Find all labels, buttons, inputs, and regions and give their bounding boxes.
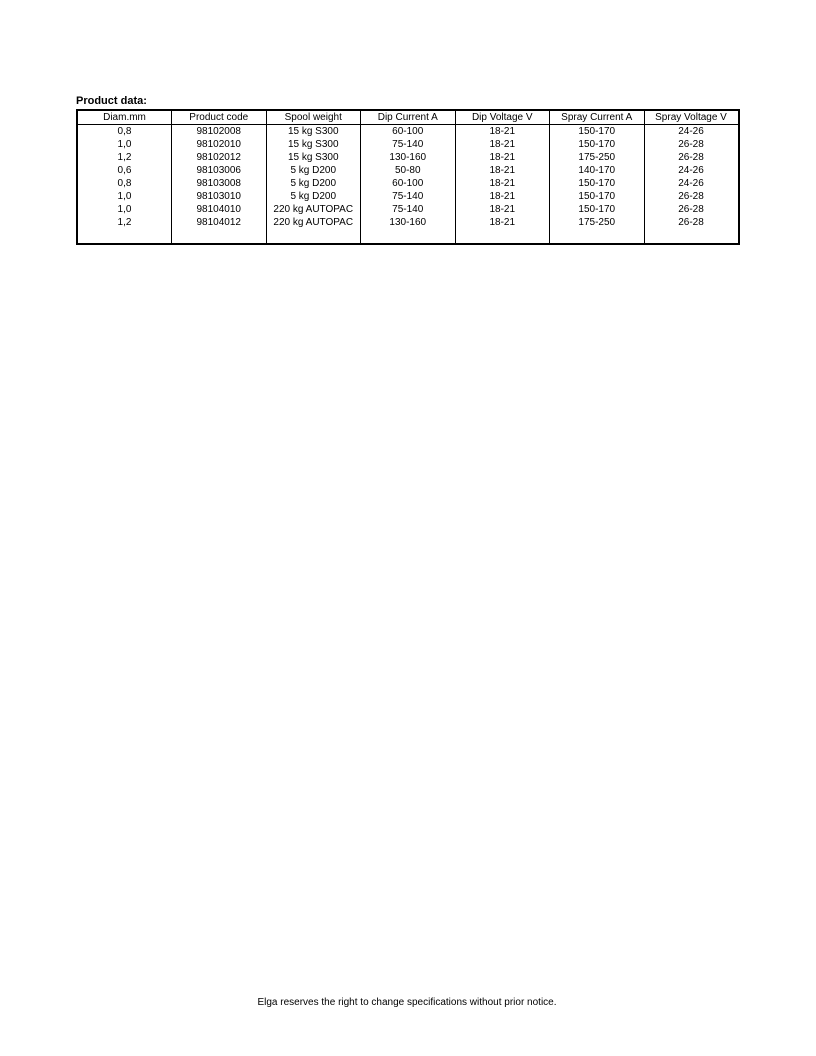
cell-spray-voltage: 24-26 [678, 178, 704, 189]
cell-diam: 0,8 [77, 125, 172, 139]
footer-note-text: Elga reserves the right to change specifications without prior notice. [257, 997, 557, 1008]
table-empty-row [77, 229, 739, 244]
header-product-code: Product code [172, 110, 267, 125]
cell-spool-weight: 220 kg AUTOPAC [266, 203, 361, 216]
table-row [77, 125, 739, 139]
header-spray-current: Spray Current A [550, 110, 645, 125]
empty-cell [361, 229, 456, 244]
cell-diam: 1,0 [77, 138, 172, 151]
cell-product-code: 98102008 [172, 125, 267, 139]
cell-spool-weight: 5 kg D200 [266, 190, 361, 203]
cell-dip-voltage: 18-21 [455, 125, 550, 139]
cell-dip-current: 130-160 [361, 216, 456, 229]
cell-spray-voltage: 26-28 [678, 191, 704, 202]
table-row [77, 138, 739, 151]
cell-product-code: 98104012 [172, 216, 267, 229]
cell-spray-voltage: 26-28 [678, 204, 704, 215]
empty-cell [172, 229, 267, 244]
cell-spool-weight: 5 kg D200 [266, 164, 361, 177]
table-header-row [77, 110, 739, 125]
empty-cell [644, 229, 739, 244]
cell-product-code: 98103008 [172, 177, 267, 190]
cell-spray-voltage: 24-26 [678, 165, 704, 176]
cell-spool-weight: 5 kg D200 [266, 177, 361, 190]
cell-dip-voltage: 18-21 [455, 177, 550, 190]
section-title: Product data: [76, 95, 147, 107]
cell-diam: 1,2 [77, 216, 172, 229]
cell-dip-voltage: 18-21 [455, 164, 550, 177]
cell-dip-voltage: 18-21 [455, 151, 550, 164]
table-row [77, 190, 739, 203]
cell-dip-current: 60-100 [361, 177, 456, 190]
product-data-table [76, 109, 740, 245]
cell-dip-current: 75-140 [361, 190, 456, 203]
cell-spray-current: 150-170 [550, 203, 645, 216]
header-dip-voltage: Dip Voltage V [455, 110, 550, 125]
footer-note [0, 996, 816, 1009]
cell-spray-current: 150-170 [550, 190, 645, 203]
header-spool-weight: Spool weight [266, 110, 361, 125]
cell-spray-voltage: 26-28 [678, 217, 704, 228]
cell-product-code: 98102012 [172, 151, 267, 164]
cell-product-code: 98104010 [172, 203, 267, 216]
header-dip-current: Dip Current A [361, 110, 456, 125]
table-row [77, 164, 739, 177]
empty-cell [77, 229, 172, 244]
cell-spool-weight: 15 kg S300 [266, 125, 361, 139]
cell-spray-current: 140-170 [550, 164, 645, 177]
cell-spool-weight: 220 kg AUTOPAC [266, 216, 361, 229]
cell-spray-current: 175-250 [550, 216, 645, 229]
cell-spool-weight: 15 kg S300 [266, 151, 361, 164]
cell-dip-current: 130-160 [361, 151, 456, 164]
cell-spray-current: 150-170 [550, 177, 645, 190]
empty-cell [455, 229, 550, 244]
cell-dip-current: 75-140 [361, 138, 456, 151]
cell-diam: 1,2 [77, 151, 172, 164]
cell-product-code: 98102010 [172, 138, 267, 151]
cell-spray-voltage: 24-26 [678, 126, 704, 137]
cell-spray-current: 150-170 [550, 125, 645, 139]
cell-diam: 1,0 [77, 203, 172, 216]
cell-spray-current: 150-170 [550, 138, 645, 151]
cell-spray-voltage: 26-28 [678, 139, 704, 150]
empty-cell [266, 229, 361, 244]
cell-dip-current: 50-80 [361, 164, 456, 177]
table-row [77, 151, 739, 164]
cell-dip-voltage: 18-21 [455, 203, 550, 216]
cell-spray-current: 175-250 [550, 151, 645, 164]
cell-dip-voltage: 18-21 [455, 190, 550, 203]
cell-spool-weight: 15 kg S300 [266, 138, 361, 151]
cell-dip-voltage: 18-21 [455, 216, 550, 229]
cell-diam: 0,8 [77, 177, 172, 190]
cell-product-code: 98103006 [172, 164, 267, 177]
table-row [77, 203, 739, 216]
header-diam: Diam.mm [77, 110, 172, 125]
table-row [77, 177, 739, 190]
cell-spray-voltage: 26-28 [678, 152, 704, 163]
empty-cell [550, 229, 645, 244]
cell-dip-voltage: 18-21 [455, 138, 550, 151]
header-spray-voltage: Spray Voltage V [644, 110, 739, 125]
cell-dip-current: 75-140 [361, 203, 456, 216]
cell-diam: 1,0 [77, 190, 172, 203]
cell-product-code: 98103010 [172, 190, 267, 203]
table-row [77, 216, 739, 229]
cell-diam: 0,6 [77, 164, 172, 177]
cell-dip-current: 60-100 [361, 125, 456, 139]
